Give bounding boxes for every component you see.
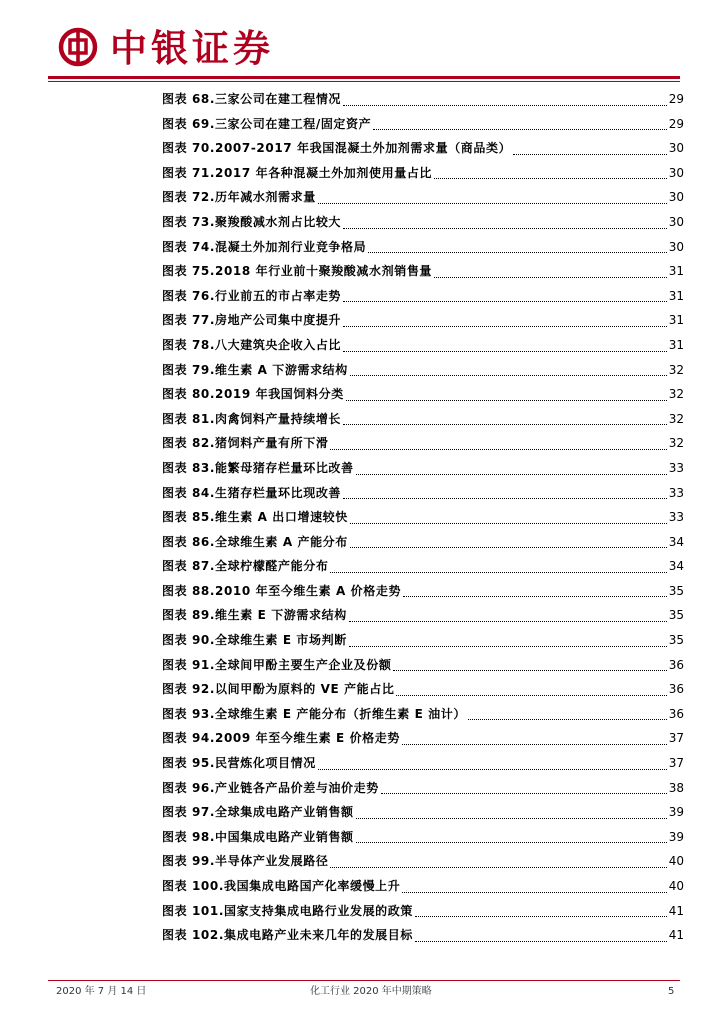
toc-dot-leader: [318, 202, 667, 204]
toc-entry-title[interactable]: 图表 95.民营炼化项目情况: [162, 756, 316, 771]
toc-dot-leader: [402, 743, 667, 745]
toc-entry-title[interactable]: 图表 84.生猪存栏量环比现改善: [162, 485, 342, 500]
toc-entry[interactable]: [162, 112, 684, 137]
toc-dot-leader: [393, 669, 666, 671]
toc-entry-page[interactable]: 33: [668, 485, 684, 500]
toc-entry-title[interactable]: 图表 77.房地产公司集中度提升: [162, 313, 342, 328]
toc-entry-page[interactable]: 36: [668, 657, 684, 672]
toc-entry-page[interactable]: 29: [668, 116, 684, 131]
toc-entry[interactable]: [162, 456, 684, 481]
toc-entry[interactable]: [162, 554, 684, 579]
toc-entry[interactable]: [162, 653, 684, 678]
bank-of-china-logo-icon: [58, 27, 98, 67]
toc-entry-page[interactable]: 32: [668, 436, 684, 451]
toc-dot-leader: [368, 251, 666, 253]
toc-entry-page[interactable]: 37: [668, 756, 684, 771]
toc-entry[interactable]: [162, 923, 684, 948]
toc-entry-page[interactable]: 36: [668, 706, 684, 721]
toc-dot-leader: [343, 423, 667, 425]
toc-entry-title[interactable]: 图表 94.2009 年至今维生素 E 价格走势: [162, 731, 400, 746]
toc-entry-title[interactable]: 图表 83.能繁母猪存栏量环比改善: [162, 460, 354, 475]
toc-entry[interactable]: [162, 358, 684, 383]
toc-dot-leader: [346, 399, 667, 401]
footer-divider: [48, 980, 680, 981]
toc-entry-page[interactable]: 35: [668, 633, 684, 648]
toc-entry-title[interactable]: 图表 88.2010 年至今维生素 A 价格走势: [162, 583, 402, 598]
toc-entry[interactable]: [162, 431, 684, 456]
toc-entry-page[interactable]: 32: [668, 387, 684, 402]
toc-entry-page[interactable]: 30: [668, 165, 684, 180]
toc-dot-leader: [343, 325, 667, 327]
toc-entry[interactable]: [162, 530, 684, 555]
toc-entry-title[interactable]: 图表 79.维生素 A 下游需求结构: [162, 362, 348, 377]
toc-dot-leader: [349, 645, 667, 647]
toc-entry-page[interactable]: 32: [668, 362, 684, 377]
toc-dot-leader: [343, 227, 667, 229]
toc-dot-leader: [350, 522, 667, 524]
toc-dot-leader: [373, 128, 666, 130]
toc-entry-title[interactable]: 图表 71.2017 年各种混凝土外加剂使用量占比: [162, 165, 433, 180]
toc-dot-leader: [350, 374, 667, 376]
toc-entry-page[interactable]: 40: [668, 854, 684, 869]
toc-entry-title[interactable]: 图表 91.全球间甲酚主要生产企业及份额: [162, 657, 392, 672]
toc-entry[interactable]: [162, 185, 684, 210]
toc-entry[interactable]: [162, 505, 684, 530]
toc-entry-title[interactable]: 图表 82.猪饲料产量有所下滑: [162, 436, 329, 451]
toc-entry-title[interactable]: 图表 98.中国集成电路产业销售额: [162, 829, 354, 844]
toc-dot-leader: [349, 620, 667, 622]
toc-entry-title[interactable]: 图表 87.全球柠檬醛产能分布: [162, 559, 329, 574]
toc-dot-leader: [330, 571, 666, 573]
toc-entry-title[interactable]: 图表 86.全球维生素 A 产能分布: [162, 534, 348, 549]
toc-entry-page[interactable]: 39: [668, 805, 684, 820]
toc-entry-page[interactable]: 31: [668, 264, 684, 279]
toc-dot-leader: [356, 817, 667, 819]
toc-entry-title[interactable]: 图表 68.三家公司在建工程情况: [162, 92, 342, 106]
toc-entry-page[interactable]: 34: [668, 559, 684, 574]
toc-dot-leader: [434, 276, 667, 278]
toc-dot-leader: [343, 300, 667, 302]
toc-entry-page[interactable]: 37: [668, 731, 684, 746]
toc-entry[interactable]: [162, 284, 684, 309]
toc-dot-leader: [330, 448, 666, 450]
toc-entry-title[interactable]: 图表 97.全球集成电路产业销售额: [162, 805, 354, 820]
toc-entry-page[interactable]: 30: [668, 190, 684, 205]
header-divider-thin: [48, 81, 680, 82]
toc-entry[interactable]: [162, 136, 684, 161]
toc-entry[interactable]: [162, 161, 684, 186]
toc-entry-page[interactable]: 41: [668, 903, 684, 918]
toc-entry-title[interactable]: 图表 74.混凝土外加剂行业竞争格局: [162, 239, 367, 254]
toc-dot-leader: [330, 866, 666, 868]
toc-entry-title[interactable]: 图表 85.维生素 A 出口增速较快: [162, 510, 348, 525]
toc-dot-leader: [381, 792, 667, 794]
toc-entry[interactable]: [162, 825, 684, 850]
toc-entry-page[interactable]: 41: [668, 928, 684, 943]
toc-entry-title[interactable]: 图表 70.2007-2017 年我国混凝土外加剂需求量（商品类）: [162, 141, 512, 156]
toc-dot-leader: [403, 595, 667, 597]
toc-entry-page[interactable]: 30: [668, 214, 684, 229]
toc-dot-leader: [402, 891, 666, 893]
toc-entry-title[interactable]: 图表 78.八大建筑央企收入占比: [162, 337, 342, 352]
footer-date: 2020 年 7 月 14 日: [56, 986, 147, 997]
footer-page-number: 5: [668, 986, 675, 997]
page-header: [48, 24, 680, 80]
toc-entry[interactable]: [162, 628, 684, 653]
toc-entry-page[interactable]: 39: [668, 829, 684, 844]
toc-entry[interactable]: [162, 235, 684, 260]
toc-dot-leader: [356, 841, 667, 843]
toc-entry-page[interactable]: 30: [668, 141, 684, 156]
toc-entry-title[interactable]: 图表 92.以间甲酚为原料的 VE 产能占比: [162, 682, 395, 697]
toc-entry[interactable]: [162, 677, 684, 702]
toc-entry[interactable]: [162, 751, 684, 776]
toc-entry[interactable]: [162, 726, 684, 751]
toc-entry-title[interactable]: 图表 90.全球维生素 E 市场判断: [162, 633, 347, 648]
toc-dot-leader: [434, 177, 667, 179]
toc-dot-leader: [415, 940, 667, 942]
toc-entry-page[interactable]: 34: [668, 534, 684, 549]
toc-entry-page[interactable]: 33: [668, 460, 684, 475]
toc-entry-title[interactable]: 图表 73.聚羧酸减水剂占比较大: [162, 214, 342, 229]
toc-entry[interactable]: [162, 603, 684, 628]
toc-entry[interactable]: [162, 849, 684, 874]
toc-entry-page[interactable]: 35: [668, 608, 684, 623]
toc-dot-leader: [513, 153, 667, 155]
toc-dot-leader: [318, 768, 667, 770]
figure-index-list: [162, 87, 684, 948]
toc-entry[interactable]: [162, 899, 684, 924]
toc-entry-page[interactable]: 31: [668, 288, 684, 303]
toc-entry-title[interactable]: 图表 76.行业前五的市占率走势: [162, 288, 342, 303]
toc-entry[interactable]: [162, 481, 684, 506]
toc-entry-page[interactable]: 31: [668, 313, 684, 328]
toc-entry[interactable]: [162, 308, 684, 333]
toc-dot-leader: [343, 350, 667, 352]
toc-entry[interactable]: [162, 87, 684, 112]
toc-entry-page[interactable]: 33: [668, 510, 684, 525]
toc-entry-page[interactable]: 29: [668, 92, 684, 106]
toc-entry[interactable]: [162, 259, 684, 284]
toc-dot-leader: [350, 546, 667, 548]
toc-entry-title[interactable]: 图表 101.国家支持集成电路行业发展的政策: [162, 903, 413, 918]
toc-entry[interactable]: [162, 407, 684, 432]
toc-entry-title[interactable]: 图表 72.历年减水剂需求量: [162, 190, 316, 205]
toc-entry-page[interactable]: 38: [668, 780, 684, 795]
toc-entry[interactable]: [162, 874, 684, 899]
toc-entry-page[interactable]: 32: [668, 411, 684, 426]
toc-entry[interactable]: [162, 210, 684, 235]
toc-entry-title[interactable]: 图表 75.2018 年行业前十聚羧酸减水剂销售量: [162, 264, 433, 279]
toc-entry-page[interactable]: 36: [668, 682, 684, 697]
toc-entry[interactable]: [162, 800, 684, 825]
toc-dot-leader: [343, 104, 667, 106]
toc-entry-page[interactable]: 35: [668, 583, 684, 598]
toc-dot-leader: [343, 497, 667, 499]
toc-entry[interactable]: [162, 382, 684, 407]
toc-dot-leader: [396, 694, 666, 696]
toc-entry[interactable]: [162, 333, 684, 358]
toc-entry[interactable]: [162, 579, 684, 604]
toc-entry[interactable]: [162, 702, 684, 727]
toc-entry-title[interactable]: 图表 93.全球维生素 E 产能分布（折维生素 E 油计）: [162, 706, 466, 721]
header-divider: [48, 76, 680, 79]
footer-report-title: 化工行业 2020 年中期策略: [310, 986, 432, 997]
toc-entry-title[interactable]: 图表 102.集成电路产业未来几年的发展目标: [162, 928, 413, 943]
brand-name: 中银证券: [110, 26, 274, 70]
toc-entry-page[interactable]: 30: [668, 239, 684, 254]
toc-entry-page[interactable]: 31: [668, 337, 684, 352]
toc-dot-leader: [356, 473, 667, 475]
toc-entry-title[interactable]: 图表 99.半导体产业发展路径: [162, 854, 329, 869]
toc-entry-title[interactable]: 图表 100.我国集成电路国产化率缓慢上升: [162, 879, 401, 893]
toc-entry-page[interactable]: 40: [668, 879, 684, 893]
toc-entry-title[interactable]: 图表 69.三家公司在建工程/固定资产: [162, 116, 372, 131]
toc-dot-leader: [415, 915, 667, 917]
toc-entry-title[interactable]: 图表 80.2019 年我国饲料分类: [162, 387, 344, 402]
toc-entry-title[interactable]: 图表 89.维生素 E 下游需求结构: [162, 608, 347, 623]
toc-entry-title[interactable]: 图表 96.产业链各产品价差与油价走势: [162, 780, 379, 795]
toc-entry-title[interactable]: 图表 81.肉禽饲料产量持续增长: [162, 411, 342, 426]
toc-entry[interactable]: [162, 776, 684, 801]
toc-dot-leader: [468, 718, 667, 720]
